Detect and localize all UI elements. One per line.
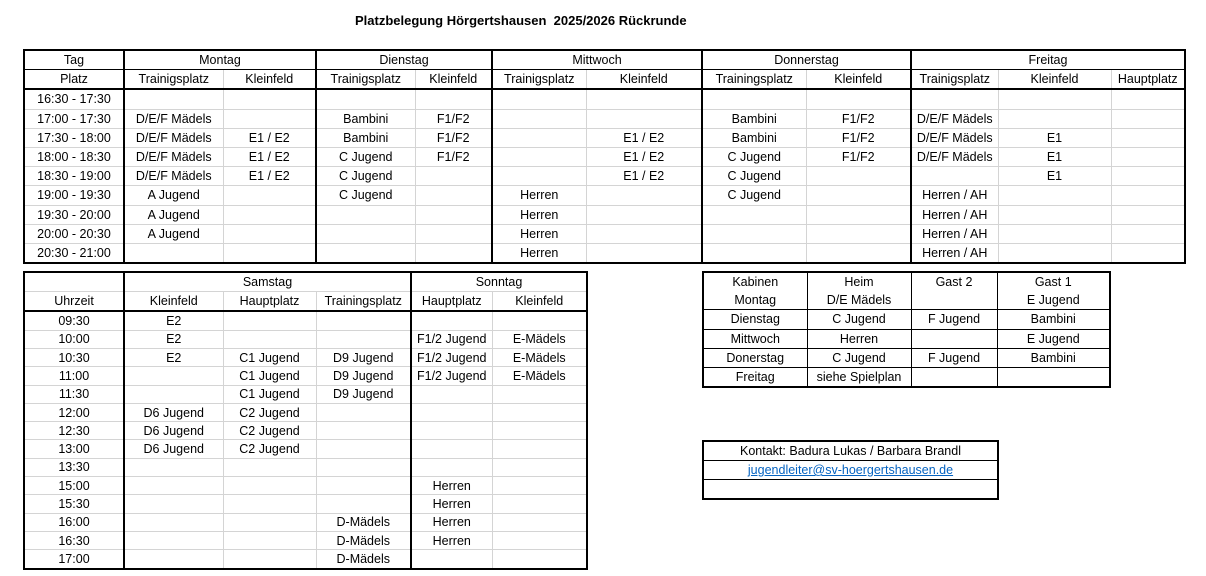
cabins-header: Gast 1 xyxy=(997,272,1110,291)
table-cell: Bambini xyxy=(316,128,415,147)
table-cell: D-Mädels xyxy=(316,531,411,549)
subheader: Kleinfeld xyxy=(998,70,1111,90)
table-cell xyxy=(223,513,316,531)
subheader: Kleinfeld xyxy=(806,70,911,90)
table-cell xyxy=(1111,224,1185,243)
table-cell: D/E/F Mädels xyxy=(124,109,223,128)
time-cell: Montag xyxy=(734,293,777,308)
table-row xyxy=(24,224,1185,243)
table-cell: Herren xyxy=(492,205,586,224)
time-cell: 15:00 xyxy=(24,477,124,495)
table-cell xyxy=(316,495,411,513)
table-cell xyxy=(1111,89,1185,109)
contact-email-cell xyxy=(703,461,998,480)
table-cell: E1 xyxy=(998,147,1111,166)
table-cell xyxy=(316,89,415,109)
day-header-montag: Montag xyxy=(124,50,316,70)
table-cell: F1/2 Jugend xyxy=(411,330,492,348)
time-cell: 13:00 xyxy=(24,440,124,458)
cabins-header: Kabinen xyxy=(732,275,779,290)
table-cell xyxy=(223,109,316,128)
table-cell: Herren xyxy=(411,531,492,549)
table-cell: C Jugend xyxy=(807,310,911,329)
platz-header: Platz xyxy=(24,70,124,90)
table-cell: E2 xyxy=(124,348,223,366)
table-cell: C1 Jugend xyxy=(223,367,316,385)
table-cell xyxy=(223,205,316,224)
time-cell: 11:00 xyxy=(24,367,124,385)
table-cell xyxy=(492,495,587,513)
time-cell: 13:30 xyxy=(24,458,124,476)
table-cell xyxy=(911,89,998,109)
table-cell xyxy=(223,531,316,549)
table-cell: Herren xyxy=(807,329,911,348)
table-cell: C Jugend xyxy=(702,167,806,186)
table-cell xyxy=(124,531,223,549)
table-cell xyxy=(702,243,806,263)
table-row xyxy=(24,422,587,440)
table-cell xyxy=(316,311,411,330)
table-cell: D9 Jugend xyxy=(316,367,411,385)
table-cell xyxy=(415,186,492,205)
table-cell xyxy=(124,385,223,403)
table-cell xyxy=(1111,128,1185,147)
table-cell xyxy=(415,167,492,186)
table-cell: D/E/F Mädels xyxy=(124,167,223,186)
table-cell: C1 Jugend xyxy=(223,348,316,366)
table-cell xyxy=(415,89,492,109)
table-row xyxy=(24,531,587,549)
table-cell: D/E/F Mädels xyxy=(911,128,998,147)
time-cell: 20:00 - 20:30 xyxy=(24,224,124,243)
table-cell xyxy=(806,89,911,109)
table-cell xyxy=(1111,147,1185,166)
table-cell xyxy=(492,311,587,330)
table-cell xyxy=(998,89,1111,109)
table-cell: Herren / AH xyxy=(911,243,998,263)
table-cell xyxy=(492,403,587,421)
table-row xyxy=(24,167,1185,186)
table-cell: Bambini xyxy=(702,128,806,147)
table-cell xyxy=(997,367,1110,387)
table-cell xyxy=(492,422,587,440)
table-cell xyxy=(124,495,223,513)
table-cell xyxy=(492,477,587,495)
table-cell: A Jugend xyxy=(124,186,223,205)
table-row xyxy=(24,89,1185,109)
table-cell: E1 xyxy=(998,167,1111,186)
table-cell: C1 Jugend xyxy=(223,385,316,403)
table-cell xyxy=(998,186,1111,205)
table-cell: Herren xyxy=(411,495,492,513)
table-cell: F1/2 Jugend xyxy=(411,367,492,385)
table-cell: D/E/F Mädels xyxy=(911,147,998,166)
table-cell: C Jugend xyxy=(702,186,806,205)
table-cell: F Jugend xyxy=(911,348,997,367)
table-cell xyxy=(806,167,911,186)
time-cell: 12:00 xyxy=(24,403,124,421)
time-cell: 19:30 - 20:00 xyxy=(24,205,124,224)
table-cell: E1 xyxy=(998,128,1111,147)
cabins-table xyxy=(702,271,1111,388)
table-cell: F1/F2 xyxy=(806,147,911,166)
table-row xyxy=(703,310,1110,329)
table-cell: E1 / E2 xyxy=(586,147,702,166)
table-cell: Bambini xyxy=(316,109,415,128)
table-row xyxy=(24,243,1185,263)
table-cell xyxy=(316,243,415,263)
subheader: Kleinfeld xyxy=(415,70,492,90)
table-cell: D6 Jugend xyxy=(124,422,223,440)
time-cell: 17:00 xyxy=(24,550,124,569)
table-cell: A Jugend xyxy=(124,224,223,243)
weekend-schedule-table xyxy=(23,271,588,570)
table-cell xyxy=(415,243,492,263)
day-header-sonntag: Sonntag xyxy=(411,272,587,292)
day-header-freitag: Freitag xyxy=(911,50,1185,70)
table-cell xyxy=(586,243,702,263)
table-cell xyxy=(492,385,587,403)
time-cell: 20:30 - 21:00 xyxy=(24,243,124,263)
page-title: Platzbelegung Hörgertshausen 2025/2026 Rückrunde xyxy=(355,13,687,28)
table-row xyxy=(24,311,587,330)
cabins-header: Heim xyxy=(807,272,911,291)
table-cell: E1 / E2 xyxy=(223,128,316,147)
table-cell xyxy=(316,458,411,476)
table-cell: E1 / E2 xyxy=(223,167,316,186)
blank-header-cell xyxy=(24,272,124,292)
table-cell xyxy=(911,167,998,186)
table-cell: D/E Mädels xyxy=(807,291,911,310)
table-cell xyxy=(911,367,997,387)
table-cell xyxy=(702,205,806,224)
table-cell: E-Mädels xyxy=(492,330,587,348)
table-cell: Bambini xyxy=(702,109,806,128)
time-cell: 16:30 xyxy=(24,531,124,549)
time-cell: 12:30 xyxy=(24,422,124,440)
table-cell xyxy=(223,477,316,495)
table-cell xyxy=(492,109,586,128)
table-row xyxy=(24,330,587,348)
table-cell: Bambini xyxy=(997,348,1110,367)
time-cell: 17:30 - 18:00 xyxy=(24,128,124,147)
table-cell xyxy=(223,495,316,513)
table-row xyxy=(703,291,1110,310)
table-cell xyxy=(806,186,911,205)
table-cell xyxy=(411,385,492,403)
subheader: Trainingsplatz xyxy=(702,70,806,90)
table-cell xyxy=(223,186,316,205)
table-cell xyxy=(223,243,316,263)
contact-label: Kontakt: Badura Lukas / Barbara Brandl xyxy=(740,444,961,458)
table-cell xyxy=(492,128,586,147)
table-cell: F1/F2 xyxy=(415,109,492,128)
table-row xyxy=(24,109,1185,128)
table-cell xyxy=(998,205,1111,224)
table-cell xyxy=(316,440,411,458)
table-cell xyxy=(411,403,492,421)
subheader: Kleinfeld xyxy=(492,292,587,312)
contact-box xyxy=(702,440,999,500)
table-cell xyxy=(415,224,492,243)
table-cell xyxy=(586,205,702,224)
table-cell: E1 / E2 xyxy=(586,128,702,147)
table-cell xyxy=(702,89,806,109)
time-cell: Mittwoch xyxy=(703,329,807,348)
time-cell: 09:30 xyxy=(24,311,124,330)
time-cell: 11:30 xyxy=(24,385,124,403)
table-cell: Herren xyxy=(411,513,492,531)
table-cell: A Jugend xyxy=(124,205,223,224)
day-header-mittwoch: Mittwoch xyxy=(492,50,702,70)
table-cell: D6 Jugend xyxy=(124,403,223,421)
table-cell xyxy=(492,513,587,531)
table-row xyxy=(24,440,587,458)
table-cell xyxy=(1111,109,1185,128)
subheader: Trainigsplatz xyxy=(316,70,415,90)
contact-empty-row xyxy=(703,480,998,500)
cabins-body xyxy=(703,291,1110,387)
table-cell xyxy=(492,147,586,166)
table-cell: C2 Jugend xyxy=(223,422,316,440)
contact-email-link[interactable]: jugendleiter@sv-hoergertshausen.de xyxy=(747,463,954,477)
time-cell: 18:00 - 18:30 xyxy=(24,147,124,166)
table-cell: E-Mädels xyxy=(492,367,587,385)
time-cell: Donerstag xyxy=(703,348,807,367)
table-cell: Herren / AH xyxy=(911,224,998,243)
table-cell xyxy=(411,422,492,440)
table-cell xyxy=(492,458,587,476)
day-header-donnerstag: Donnerstag xyxy=(702,50,911,70)
time-cell: 16:30 - 17:30 xyxy=(24,89,124,109)
time-cell: 17:00 - 17:30 xyxy=(24,109,124,128)
table-cell xyxy=(586,186,702,205)
table-row xyxy=(24,385,587,403)
subheader: Trainigsplatz xyxy=(124,70,223,90)
table-cell: Bambini xyxy=(997,310,1110,329)
table-cell: F1/F2 xyxy=(806,128,911,147)
table-cell: E-Mädels xyxy=(492,348,587,366)
tag-header: Tag xyxy=(24,50,124,70)
table-cell xyxy=(124,513,223,531)
table-row xyxy=(703,367,1110,387)
table-cell xyxy=(223,89,316,109)
table-cell: C Jugend xyxy=(807,348,911,367)
table-cell: D9 Jugend xyxy=(316,348,411,366)
table-cell: E1 / E2 xyxy=(586,167,702,186)
table-cell xyxy=(1111,167,1185,186)
table-cell xyxy=(492,550,587,569)
table-cell: D-Mädels xyxy=(316,550,411,569)
table-cell xyxy=(223,550,316,569)
table-cell xyxy=(411,550,492,569)
table-cell xyxy=(124,550,223,569)
table-cell xyxy=(806,224,911,243)
table-cell: C Jugend xyxy=(316,186,415,205)
table-row xyxy=(24,550,587,569)
table-row xyxy=(703,348,1110,367)
table-row xyxy=(24,513,587,531)
table-cell xyxy=(998,224,1111,243)
day-header-dienstag: Dienstag xyxy=(316,50,492,70)
table-cell xyxy=(223,224,316,243)
table-cell: Herren / AH xyxy=(911,205,998,224)
table-cell: F1/F2 xyxy=(415,128,492,147)
table-cell: F Jugend xyxy=(911,310,997,329)
table-cell xyxy=(911,329,997,348)
table-cell xyxy=(492,167,586,186)
table-cell xyxy=(411,311,492,330)
table-cell: Herren xyxy=(411,477,492,495)
table-cell: E Jugend xyxy=(997,329,1110,348)
subheader: Trainigsplatz xyxy=(911,70,998,90)
uhrzeit-header: Uhrzeit xyxy=(24,292,124,312)
day-header-samstag: Samstag xyxy=(124,272,411,292)
table-cell xyxy=(1111,243,1185,263)
table-cell xyxy=(316,477,411,495)
table-row xyxy=(703,329,1110,348)
subheader: Kleinfeld xyxy=(586,70,702,90)
table-cell: E2 xyxy=(124,311,223,330)
table-row xyxy=(24,458,587,476)
table-cell: D/E/F Mädels xyxy=(124,147,223,166)
table-cell: Herren xyxy=(492,224,586,243)
table-cell: C Jugend xyxy=(702,147,806,166)
table-cell xyxy=(223,458,316,476)
subheader: Kleinfeld xyxy=(223,70,316,90)
time-cell: 10:30 xyxy=(24,348,124,366)
table-cell xyxy=(316,224,415,243)
table-cell: E1 / E2 xyxy=(223,147,316,166)
table-cell xyxy=(911,291,997,310)
table-cell: D6 Jugend xyxy=(124,440,223,458)
table-cell: siehe Spielplan xyxy=(807,367,911,387)
table-cell xyxy=(124,477,223,495)
table-cell: D/E/F Mädels xyxy=(911,109,998,128)
table-cell: C2 Jugend xyxy=(223,403,316,421)
time-cell: 18:30 - 19:00 xyxy=(24,167,124,186)
table-cell xyxy=(702,224,806,243)
weekday-schedule-table xyxy=(23,49,1186,264)
table-cell: E Jugend xyxy=(997,291,1110,310)
table-cell xyxy=(492,89,586,109)
subheader: Hauptplatz xyxy=(411,292,492,312)
table-cell: Herren / AH xyxy=(911,186,998,205)
table-cell: F1/F2 xyxy=(806,109,911,128)
time-cell: 10:00 xyxy=(24,330,124,348)
table-row xyxy=(24,367,587,385)
table-cell xyxy=(586,109,702,128)
time-cell: Freitag xyxy=(703,367,807,387)
table-row xyxy=(24,477,587,495)
table-cell xyxy=(492,440,587,458)
table-row xyxy=(24,403,587,421)
table-cell: E2 xyxy=(124,330,223,348)
time-cell: 16:00 xyxy=(24,513,124,531)
table-cell xyxy=(492,531,587,549)
table-cell xyxy=(316,403,411,421)
table-cell xyxy=(586,89,702,109)
table-cell xyxy=(124,243,223,263)
table-cell xyxy=(998,109,1111,128)
subheader: Hauptplatz xyxy=(223,292,316,312)
table-cell xyxy=(223,311,316,330)
table-cell xyxy=(415,205,492,224)
cabins-header: Gast 2 xyxy=(911,272,997,291)
table-row xyxy=(24,495,587,513)
table-cell xyxy=(586,224,702,243)
table-cell xyxy=(1111,205,1185,224)
table-cell xyxy=(316,330,411,348)
time-cell: 15:30 xyxy=(24,495,124,513)
table-cell xyxy=(806,205,911,224)
subheader: Trainingsplatz xyxy=(316,292,411,312)
time-cell: Dienstag xyxy=(703,310,807,329)
table-cell: D-Mädels xyxy=(316,513,411,531)
table-cell: D/E/F Mädels xyxy=(124,128,223,147)
table-cell: C2 Jugend xyxy=(223,440,316,458)
table-cell: C Jugend xyxy=(316,167,415,186)
subheader: Kleinfeld xyxy=(124,292,223,312)
table-cell xyxy=(316,422,411,440)
table-cell xyxy=(411,458,492,476)
table-cell: D9 Jugend xyxy=(316,385,411,403)
table-cell xyxy=(124,367,223,385)
weekday-schedule-body xyxy=(24,89,1185,263)
table-row xyxy=(24,186,1185,205)
table-row xyxy=(24,205,1185,224)
table-cell xyxy=(124,89,223,109)
time-cell: 19:00 - 19:30 xyxy=(24,186,124,205)
table-cell: Herren xyxy=(492,243,586,263)
table-cell: Herren xyxy=(492,186,586,205)
table-cell: F1/2 Jugend xyxy=(411,348,492,366)
weekend-schedule-body xyxy=(24,311,587,568)
table-cell xyxy=(1111,186,1185,205)
table-cell xyxy=(124,458,223,476)
table-cell xyxy=(806,243,911,263)
table-cell: F1/F2 xyxy=(415,147,492,166)
table-cell: C Jugend xyxy=(316,147,415,166)
table-cell xyxy=(998,243,1111,263)
subheader: Trainigsplatz xyxy=(492,70,586,90)
table-row xyxy=(24,147,1185,166)
table-row xyxy=(24,128,1185,147)
table-cell xyxy=(411,440,492,458)
subheader: Hauptplatz xyxy=(1111,70,1185,90)
table-cell xyxy=(316,205,415,224)
table-row xyxy=(24,348,587,366)
table-cell xyxy=(223,330,316,348)
